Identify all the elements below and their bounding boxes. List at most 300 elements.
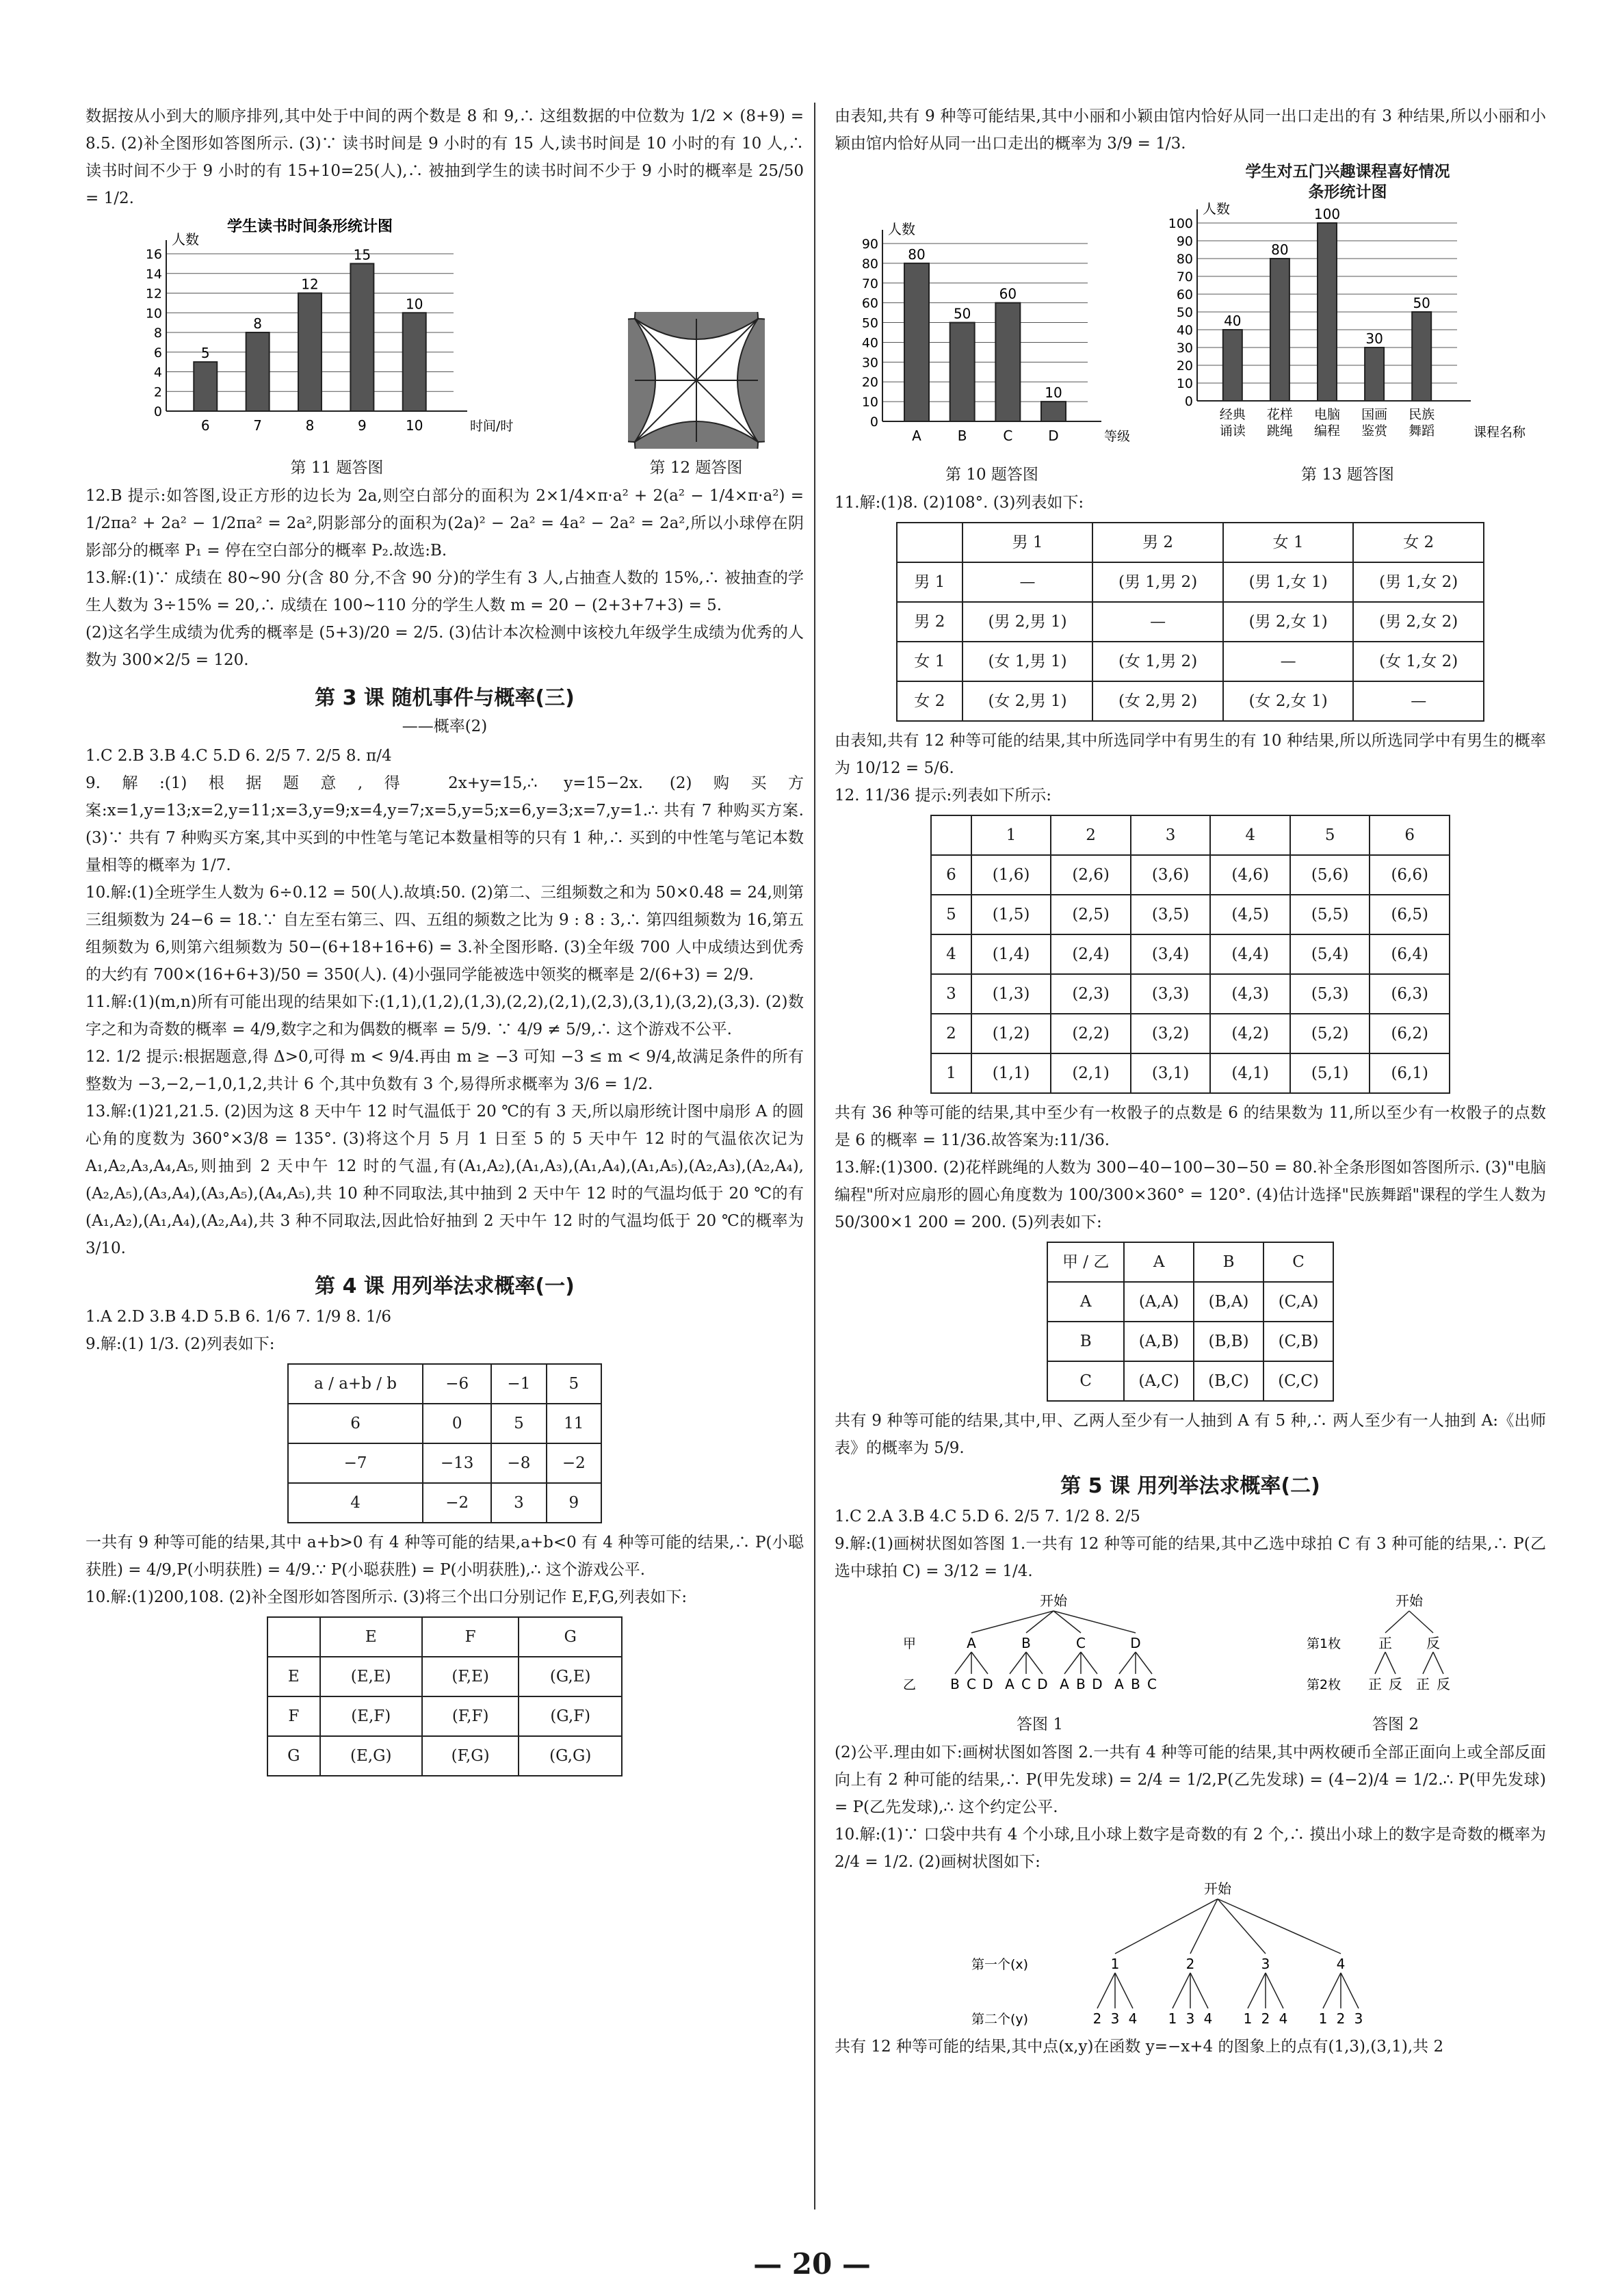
x-tick-label: 跳绳	[1266, 423, 1293, 438]
y-tick-label: 80	[861, 256, 878, 272]
table-row	[267, 1696, 622, 1736]
table-cell	[267, 1617, 320, 1657]
x-tick-label: 6	[200, 417, 210, 434]
table-cell: (B,B)	[1194, 1322, 1263, 1361]
table-cell: (4,4)	[1210, 934, 1290, 974]
table-cell: (B,C)	[1194, 1361, 1263, 1401]
y-tick-label: 70	[861, 276, 878, 291]
y-tick-label: 70	[1176, 270, 1193, 285]
tree-node: 1	[1110, 1956, 1120, 1972]
table-row	[931, 895, 1450, 934]
table-cell: (3,3)	[1131, 974, 1211, 1014]
bar-value-label: 10	[405, 296, 423, 313]
tree-leaf: D	[1037, 1676, 1048, 1692]
tree-branch	[1423, 1652, 1433, 1674]
table-cell: (6,3)	[1370, 974, 1450, 1014]
table-cell: F	[422, 1617, 519, 1657]
tree-leaf: D	[1092, 1676, 1103, 1692]
table-cell: C	[1047, 1361, 1124, 1401]
y-tick-label: 100	[1168, 216, 1193, 231]
tree-node: D	[1130, 1635, 1141, 1651]
q13-answer-b: (2)这名学生成绩为优秀的概率是 (5+3)/20 = 2/5. (3)估计本次检测中该校九年级学生成绩为优秀的人数为 300×2/5 = 120.	[86, 624, 804, 669]
tree-branch	[1218, 1899, 1341, 1954]
x-axis-label: 等级	[1104, 429, 1131, 444]
tree-branch	[1323, 1973, 1341, 2008]
table-cell: 11	[547, 1404, 601, 1443]
tree-leaf: 反	[1437, 1676, 1450, 1692]
tree-branch	[971, 1652, 988, 1674]
y-tick-label: 60	[1176, 287, 1193, 302]
table-cell: 4	[931, 934, 971, 974]
table-cell: (6,2)	[1370, 1014, 1450, 1053]
table-cell: 1	[931, 1053, 971, 1093]
table-cell: −2	[423, 1483, 491, 1523]
y-tick-label: 10	[145, 306, 162, 322]
table-cell: G	[519, 1617, 622, 1657]
table-row	[288, 1443, 601, 1483]
table-cell: —	[1092, 602, 1223, 642]
table-cell: (5,6)	[1290, 855, 1370, 895]
table-cell: 男 1	[897, 562, 962, 602]
table-cell: a / a+b / b	[288, 1364, 423, 1404]
figure-13	[1163, 161, 1532, 485]
table-row	[931, 1053, 1450, 1093]
table-cell: (G,F)	[519, 1696, 622, 1736]
y-tick-label: 0	[869, 415, 878, 430]
lesson3-subtitle: ——概率(2)	[402, 718, 488, 735]
q12-answer: 12.B 提示:如答图,设正方形的边长为 2a,则空白部分的面积为 2×1/4×π·a² + 2(a² − 1/4×π·a²) = 1/2πa² + 2a² − 1/2πa² = 2a²,阴影部分的面积为(2a)² − 2a² = 4a² − 2a² = 2a²,所以小球停在阴影部分的概率 P₁ = 停在空白部分的概率 P₂.故选:B.	[86, 487, 804, 560]
table-cell: (4,2)	[1210, 1014, 1290, 1053]
table-cell: 女 1	[897, 642, 962, 681]
fig12-caption: 第 12 题答图	[649, 459, 743, 477]
grade-bar-chart	[848, 209, 1136, 456]
table-cell: (6,1)	[1370, 1053, 1450, 1093]
lesson4-q9: 9.解:(1) 1/3. (2)列表如下:	[86, 1335, 275, 1353]
y-tick-label: 0	[153, 404, 162, 419]
tree-leaf: 1	[1318, 2010, 1328, 2027]
lesson4-title: 第 4 课 用列举法求概率(一)	[315, 1274, 575, 1298]
tree2-figure	[1307, 1589, 1484, 1735]
tree-diagram-1	[896, 1589, 1183, 1705]
table-row	[897, 642, 1484, 681]
tree-leaf: 2	[1092, 2010, 1102, 2027]
bar-value-label: 80	[908, 246, 926, 263]
table-cell: (3,4)	[1131, 934, 1211, 974]
tree-leaf: B	[950, 1676, 960, 1692]
bar	[194, 362, 217, 411]
table-cell: (C,C)	[1263, 1361, 1333, 1401]
table-cell: 女 1	[1223, 523, 1354, 562]
bar	[950, 323, 975, 421]
table-cell: (2,2)	[1051, 1014, 1131, 1053]
table-cell: (男 1,男 2)	[1092, 562, 1223, 602]
fig13-title-line2: 条形统计图	[1308, 183, 1387, 201]
table-row	[931, 855, 1450, 895]
course-preference-bar-chart	[1163, 202, 1532, 456]
table-cell: 6	[931, 855, 971, 895]
figure-11	[125, 216, 549, 478]
table-cell: (男 1,女 1)	[1223, 562, 1354, 602]
tree-branch	[1119, 1652, 1136, 1674]
tree2-caption: 答图 2	[1372, 1716, 1419, 1733]
lesson4-q10: 10.解:(1)200,108. (2)补全图形如答图所示. (3)将三个出口分别记作 E,F,G,列表如下:	[86, 1588, 687, 1606]
table-cell: −8	[491, 1443, 546, 1483]
tree-branch	[1064, 1652, 1081, 1674]
tree1-figure	[896, 1589, 1183, 1735]
tree-branch	[1190, 1899, 1218, 1954]
y-tick-label: 20	[861, 375, 878, 391]
tree-branch	[1081, 1652, 1097, 1674]
bar	[904, 263, 929, 421]
tree-leaf: C	[1021, 1676, 1031, 1692]
table-cell: (3,6)	[1131, 855, 1211, 895]
table-cell: (E,F)	[320, 1696, 422, 1736]
table-cell: (2,5)	[1051, 895, 1131, 934]
table-cell: 3	[931, 974, 971, 1014]
r-q12: 12. 11/36 提示:列表如下所示:	[835, 787, 1051, 804]
table-cell: (1,5)	[971, 895, 1051, 934]
x-axis-label: 课程名称	[1474, 425, 1526, 440]
page-number: — 20 —	[753, 2247, 871, 2281]
bar	[1412, 312, 1431, 401]
tree-branch	[1248, 1973, 1266, 2008]
table-cell: (4,5)	[1210, 895, 1290, 934]
table-row	[267, 1617, 622, 1657]
y-tick-label: 4	[153, 365, 162, 380]
table-cell: 女 2	[897, 681, 962, 721]
tree-branch	[1385, 1652, 1396, 1674]
bar	[1223, 330, 1242, 401]
lesson5-choice-answers: 1.C 2.A 3.B 4.C 5.D 6. 2/5 7. 1/2 8. 2/5	[835, 1508, 1140, 1525]
tree-diagram-3	[971, 1876, 1409, 2033]
y-tick-label: 10	[861, 395, 878, 410]
table-row	[1047, 1361, 1333, 1401]
y-tick-label: 50	[1176, 305, 1193, 320]
table-cell: (1,4)	[971, 934, 1051, 974]
table-cell: (2,4)	[1051, 934, 1131, 974]
tree-leaf: 1	[1168, 2010, 1177, 2027]
lesson3-title: 第 3 课 随机事件与概率(三)	[315, 686, 575, 710]
tree-leaf: D	[982, 1676, 993, 1692]
bar-value-label: 10	[1045, 384, 1062, 402]
table-cell: 5	[547, 1364, 601, 1404]
table-cell: (A,C)	[1124, 1361, 1194, 1401]
lesson5-title: 第 5 课 用列举法求概率(二)	[1060, 1474, 1320, 1498]
table-row	[931, 815, 1450, 855]
table-cell: (F,F)	[422, 1696, 519, 1736]
table-row	[1047, 1282, 1333, 1322]
table-cell: (5,4)	[1290, 934, 1370, 974]
table-cell: (C,B)	[1263, 1322, 1333, 1361]
y-tick-label: 50	[861, 315, 878, 331]
x-tick-label: 鉴赏	[1361, 423, 1388, 438]
y-tick-label: 6	[153, 345, 162, 360]
table-cell: 2	[931, 1014, 971, 1053]
table-cell: (2,1)	[1051, 1053, 1131, 1093]
tree-branch	[1375, 1652, 1385, 1674]
y-axis-label: 人数	[171, 231, 199, 248]
tree-leaf: A	[1005, 1676, 1014, 1692]
table-row	[897, 681, 1484, 721]
x-tick-label: 诵读	[1219, 423, 1246, 438]
tree-leaf: B	[1131, 1676, 1140, 1692]
table-cell: 女 2	[1353, 523, 1484, 562]
tree-figures	[835, 1589, 1546, 1735]
bar-value-label: 12	[300, 276, 319, 293]
table-cell: (E,G)	[320, 1736, 422, 1776]
y-axis-label: 人数	[1203, 202, 1230, 217]
r-q13-table	[1047, 1242, 1334, 1402]
table-cell: (5,2)	[1290, 1014, 1370, 1053]
tree-branch	[1136, 1652, 1152, 1674]
tree-leaf: 4	[1279, 2010, 1288, 2027]
fig11-caption: 第 11 题答图	[290, 459, 384, 477]
table-cell: B	[1047, 1322, 1124, 1361]
bar	[1318, 223, 1337, 401]
table-cell: (1,2)	[971, 1014, 1051, 1053]
tree-branch	[1010, 1652, 1026, 1674]
y-tick-label: 40	[861, 335, 878, 351]
lesson5-q9: 9.解:(1)画树状图如答图 1.一共有 12 种等可能的结果,其中乙选中球拍 C 有 3 种可能的结果,∴ P(乙选中球拍 C) = 3/12 = 1/4.	[835, 1535, 1546, 1580]
bar	[995, 303, 1020, 421]
tree-root: 开始	[1040, 1592, 1067, 1609]
table-cell: (F,E)	[422, 1657, 519, 1696]
x-tick-label: 舞蹈	[1409, 423, 1435, 438]
table-cell: (女 2,男 1)	[962, 681, 1093, 721]
table-cell: C	[1263, 1242, 1333, 1282]
tree-leaf: A	[1060, 1676, 1069, 1692]
table-cell: (G,E)	[519, 1657, 622, 1696]
tree-leaf: C	[1147, 1676, 1157, 1692]
tree-leaf: 3	[1354, 2010, 1363, 2027]
tree-node: C	[1076, 1635, 1086, 1651]
table-cell: 3	[1131, 815, 1211, 855]
table-cell: (B,A)	[1194, 1282, 1263, 1322]
tree-leaf: 1	[1243, 2010, 1253, 2027]
x-tick-label: A	[912, 428, 921, 444]
tree-branch	[1097, 1973, 1115, 2008]
r-q12-conclusion: 共有 36 种等可能的结果,其中至少有一枚骰子的点数是 6 的结果数为 11,所以至少有一枚骰子的点数是 6 的概率 = 11/36.故答案为:11/36.	[835, 1104, 1546, 1149]
table-cell: 1	[971, 815, 1051, 855]
y-tick-label: 0	[1184, 394, 1193, 409]
tree-leaf: 2	[1261, 2010, 1270, 2027]
tree-root: 开始	[1396, 1592, 1423, 1609]
table-cell: (5,3)	[1290, 974, 1370, 1014]
x-axis-label: 时间/时	[469, 419, 513, 434]
table-cell: (1,1)	[971, 1053, 1051, 1093]
bar	[402, 313, 425, 411]
table-row	[288, 1364, 601, 1404]
table-row	[931, 974, 1450, 1014]
x-tick-label: 9	[357, 417, 367, 434]
tree-branch	[1433, 1652, 1443, 1674]
bar-value-label: 15	[353, 246, 371, 263]
y-tick-label: 12	[145, 286, 162, 302]
tree-branch	[1026, 1652, 1043, 1674]
figure-10	[848, 209, 1136, 485]
tree-leaf: 2	[1336, 2010, 1346, 2027]
tree-level-label: 乙	[903, 1677, 917, 1692]
tree-leaf: C	[967, 1676, 976, 1692]
y-tick-label: 30	[1176, 341, 1193, 356]
tree-branch	[1190, 1973, 1208, 2008]
x-tick-label: 10	[405, 417, 423, 434]
x-tick-label: 花样	[1266, 407, 1293, 422]
lesson5-q10-b: 共有 12 种等可能的结果,其中点(x,y)在函数 y=−x+4 的图象上的点有(1,3),(3,1),共 2	[835, 2038, 1444, 2056]
tree-leaf: 正	[1416, 1676, 1430, 1692]
tree-branch	[1218, 1899, 1266, 1954]
table-cell	[897, 523, 962, 562]
table-cell: (E,E)	[320, 1657, 422, 1696]
table-row	[1047, 1242, 1333, 1282]
chart-title: 学生读书时间条形统计图	[226, 218, 393, 235]
table-cell: (5,5)	[1290, 895, 1370, 934]
y-tick-label: 90	[1176, 234, 1193, 249]
figure-12	[628, 312, 765, 478]
x-tick-label: C	[1003, 428, 1013, 444]
tree-leaf: 反	[1389, 1676, 1402, 1692]
tree-leaf: 4	[1203, 2010, 1213, 2027]
table-cell: −7	[288, 1443, 423, 1483]
y-tick-label: 20	[1176, 358, 1193, 373]
lesson3-q10: 10.解:(1)全班学生人数为 6÷0.12 = 50(人).故填:50. (2)第二、三组频数之和为 50×0.48 = 24,则第三组频数为 24−6 = 18.∵ 自左至右第三、四、五组的频数之比为 9 : 8 : 3,∴ 第四组频数为 16,第五组频数为 6,则第六组频数为 50−(6+18+16+6) = 3.补全图形略. (3)全年级 700 人中成绩达到优秀的大约有 700×(16+6+3)/50 = 350(人). (4)小强同学能被选中领奖的概率是 2/(6+3) = 2/9.	[86, 884, 804, 984]
table-cell: A	[1047, 1282, 1124, 1322]
table-cell: A	[1124, 1242, 1194, 1282]
table-cell: E	[267, 1657, 320, 1696]
tree-branch	[971, 1611, 1053, 1633]
y-tick-label: 80	[1176, 252, 1193, 267]
bar	[1365, 347, 1384, 401]
y-tick-label: 90	[861, 237, 878, 252]
tree-level-label: 第2枚	[1307, 1677, 1341, 1692]
tree-level-label: 第1枚	[1307, 1636, 1341, 1651]
table-cell: 3	[491, 1483, 546, 1523]
bar-value-label: 80	[1271, 241, 1289, 258]
table-cell	[931, 815, 971, 855]
table-cell: (女 1,男 1)	[962, 642, 1093, 681]
bar	[246, 332, 269, 411]
tree-diagram-2	[1307, 1589, 1484, 1705]
x-tick-label: 7	[252, 417, 262, 434]
table-cell: 4	[288, 1483, 423, 1523]
bar	[1041, 402, 1066, 421]
y-tick-label: 10	[1176, 376, 1193, 391]
bar	[1270, 259, 1289, 401]
table-cell: (3,2)	[1131, 1014, 1211, 1053]
table-cell: −6	[423, 1364, 491, 1404]
table-cell: −2	[547, 1443, 601, 1483]
table-row	[1047, 1322, 1333, 1361]
y-tick-label: 30	[861, 355, 878, 371]
right-column	[835, 103, 1546, 2060]
lesson3-choice-answers: 1.C 2.B 3.B 4.C 5.D 6. 2/5 7. 2/5 8. π/4	[86, 747, 392, 765]
lesson3-q11: 11.解:(1)(m,n)所有可能出现的结果如下:(1,1),(1,2),(1,3),(2,2),(2,1),(2,3),(3,1),(3,2),(3,3). (2)数字之和为奇数的概率 = 4/9,数字之和为偶数的概率 = 5/9. ∵ 4/9 ≠ 5/9,∴ 这个游戏不公平.	[86, 993, 804, 1038]
lesson3-q13: 13.解:(1)21,21.5. (2)因为这 8 天中午 12 时气温低于 20 ℃的有 3 天,所以扇形统计图中扇形 A 的圆心角的度数为 360°×3/8 = 135°. (3)将这个月 5 月 1 日至 5 的 5 天中午 12 时的气温依次记为 A₁,A₂,A₃,A₄,A₅,则抽到 2 天中午 12 时的气温,有(A₁,A₂),(A₁,A₃),(A₁,A₄),(A₁,A₅),(A₂,A₃),(A₂,A₄),(A₂,A₅),(A₃,A₄),(A₃,A₅),(A₄,A₅),共 10 种不同取法,其中抽到 2 天中午 12 时的气温均低于 20 ℃的有(A₁,A₂),(A₁,A₄),(A₂,A₄),共 3 种不同取法,因此恰好抽到 2 天中午 12 时的气温均低于 20 ℃的概率为 3/10.	[86, 1103, 804, 1257]
bar	[298, 293, 322, 412]
table-cell: —	[1353, 681, 1484, 721]
fig13-title-line1: 学生对五门兴趣课程喜好情况	[1245, 163, 1450, 181]
x-tick-label: 编程	[1313, 423, 1341, 438]
tree-branch	[1266, 1973, 1283, 2008]
table-cell: 5	[491, 1404, 546, 1443]
table-cell: (6,4)	[1370, 934, 1450, 974]
table-cell: 0	[423, 1404, 491, 1443]
table-cell: B	[1194, 1242, 1263, 1282]
fig13-caption: 第 13 题答图	[1301, 466, 1394, 484]
bar-value-label: 40	[1224, 313, 1242, 329]
tree1-caption: 答图 1	[1017, 1716, 1063, 1733]
tree-leaf: 4	[1128, 2010, 1138, 2027]
table-cell: (F,G)	[422, 1736, 519, 1776]
square-shaded-diagram	[628, 312, 765, 449]
table-cell: (男 2,男 1)	[962, 602, 1093, 642]
bar-value-label: 8	[252, 315, 262, 332]
tree-branch	[1115, 1899, 1218, 1954]
y-tick-label: 8	[153, 326, 162, 341]
table-cell: (G,G)	[519, 1736, 622, 1776]
y-tick-label: 60	[861, 296, 878, 311]
bar-value-label: 50	[1413, 295, 1430, 311]
table-cell: (女 1,女 2)	[1353, 642, 1484, 681]
table-cell: (6,5)	[1370, 895, 1450, 934]
table-cell: (3,1)	[1131, 1053, 1211, 1093]
lesson4-q10-table	[267, 1616, 623, 1776]
table-row	[267, 1657, 622, 1696]
table-cell: 6	[1370, 815, 1450, 855]
x-tick-label: 国画	[1361, 407, 1388, 422]
table-cell: E	[320, 1617, 422, 1657]
table-cell: (男 2,女 1)	[1223, 602, 1354, 642]
bar-value-label: 50	[953, 305, 971, 322]
x-tick-label: B	[957, 428, 967, 444]
left-column	[86, 103, 804, 1782]
table-row	[897, 562, 1484, 602]
tree-branch	[1053, 1611, 1136, 1633]
table-cell: (A,B)	[1124, 1322, 1194, 1361]
tree-root: 开始	[1204, 1880, 1231, 1897]
lesson5-q10: 10.解:(1)∵ 口袋中共有 4 个小球,且小球上数字是奇数的有 2 个,∴ 摸出小球上的数字是奇数的概率为 2/4 = 1/2. (2)画树状图如下:	[835, 1826, 1546, 1871]
r-q13-conclusion: 共有 9 种等可能的结果,其中,甲、乙两人至少有一人抽到 A 有 5 种,∴ 两人至少有一人抽到 A:《出师表》的概率为 5/9.	[835, 1412, 1546, 1457]
table-cell: 男 2	[1092, 523, 1223, 562]
tree-leaf: B	[1076, 1676, 1086, 1692]
table-cell: (3,5)	[1131, 895, 1211, 934]
table-row	[897, 602, 1484, 642]
tree-leaf: 正	[1368, 1676, 1382, 1692]
y-tick-label: 2	[153, 384, 162, 400]
table-cell: (男 2,女 2)	[1353, 602, 1484, 642]
table-cell: 5	[931, 895, 971, 934]
lesson4-q9-conclusion: 一共有 9 种等可能的结果,其中 a+b>0 有 4 种等可能的结果,a+b<0 有 4 种等可能的结果,∴ P(小聪获胜) = 4/9,P(小明获胜) = 4/9.∵ P(小聪获胜) = P(小明获胜),∴ 这个游戏公平.	[86, 1534, 804, 1579]
lesson3-q12: 12. 1/2 提示:根据题意,得 Δ>0,可得 m < 9/4.再由 m ≥ −3 可知 −3 ≤ m < 9/4,故满足条件的所有整数为 −3,−2,−1,0,1,2,共计 6 个,其中负数有 3 个,易得所求概率为 3/6 = 1/2.	[86, 1048, 804, 1093]
q10-conclusion: 由表知,共有 9 种等可能结果,其中小丽和小颖由馆内恰好从同一出口走出的有 3 种结果,所以小丽和小颖由馆内恰好从同一出口走出的概率为 3/9 = 1/3.	[835, 107, 1546, 153]
column-divider	[814, 103, 815, 2209]
table-cell: (2,6)	[1051, 855, 1131, 895]
table-cell: (6,6)	[1370, 855, 1450, 895]
tree-node: 3	[1261, 1956, 1270, 1972]
table-cell: (4,6)	[1210, 855, 1290, 895]
table-cell: 男 2	[897, 602, 962, 642]
table-cell: G	[267, 1736, 320, 1776]
lesson4-choice-answers: 1.A 2.D 3.B 4.D 5.B 6. 1/6 7. 1/9 8. 1/6	[86, 1308, 392, 1326]
tree3-figure	[835, 1876, 1546, 2033]
fig10-caption: 第 10 题答图	[945, 466, 1038, 484]
tree-node: 正	[1378, 1635, 1392, 1651]
lesson4-q9-table	[287, 1363, 602, 1523]
table-cell: (2,3)	[1051, 974, 1131, 1014]
table-row	[288, 1404, 601, 1443]
tree-branch	[955, 1652, 971, 1674]
q13-answer: 13.解:(1)∵ 成绩在 80~90 分(含 80 分,不含 90 分)的学生有 3 人,占抽查人数的 15%,∴ 被抽查的学生人数为 3÷15% = 20,∴ 成绩在 100~110 分的学生人数 m = 20 − (2+3+7+3) = 5.	[86, 569, 804, 614]
